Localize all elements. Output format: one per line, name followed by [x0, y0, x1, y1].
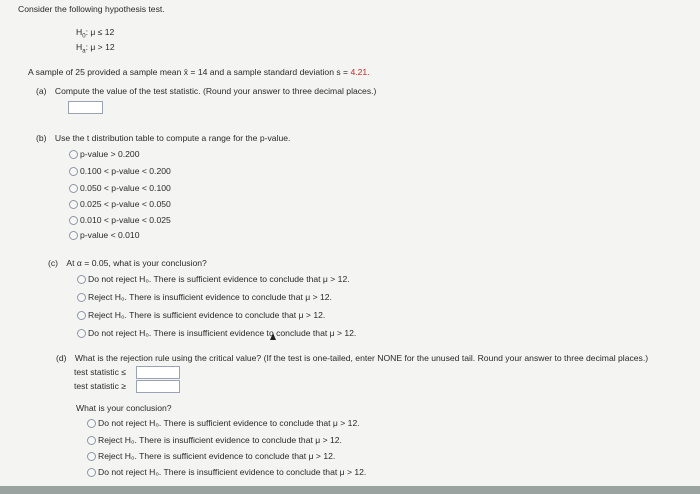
rejection-rule-lower-input[interactable] — [136, 366, 180, 379]
conclusion-c-option-label: Reject H₀. There is sufficient evidence to conclude that μ > 12. — [88, 310, 326, 320]
conclusion-d-option-radio[interactable] — [87, 419, 96, 428]
part-a-label: (a) — [36, 86, 47, 96]
p-value-option-label: p-value < 0.010 — [80, 230, 140, 240]
h0-subscript: 0 — [82, 33, 86, 40]
p-value-option-label: p-value > 0.200 — [80, 149, 140, 159]
rejection-rule-lower-label: test statistic ≤ — [74, 367, 126, 377]
conclusion-d-option-radio[interactable] — [87, 468, 96, 477]
p-value-option-radio[interactable] — [69, 216, 78, 225]
alternative-hypothesis — [76, 42, 115, 55]
conclusion-c-option-radio[interactable] — [77, 275, 86, 284]
ha-symbol: H — [76, 42, 83, 52]
p-value-option-radio[interactable] — [69, 167, 78, 176]
part-a-prompt — [36, 86, 376, 96]
question-header: Consider the following hypothesis test. — [18, 4, 165, 14]
h0-symbol: H — [76, 27, 83, 37]
part-d-prompt — [56, 353, 648, 363]
part-b-prompt — [36, 133, 290, 143]
conclusion-c-option-radio[interactable] — [77, 293, 86, 302]
sample-sd-value: 4.21. — [350, 67, 370, 77]
p-value-option-label: 0.100 < p-value < 0.200 — [80, 166, 171, 176]
null-hypothesis — [76, 27, 114, 40]
conclusion-d-option-label: Do not reject H₀. There is insufficient evidence to conclude that μ > 12. — [98, 467, 367, 477]
conclusion-c-option-label: Reject H₀. There is insufficient evidence to conclude that μ > 12. — [88, 292, 332, 302]
part-c-label: (c) — [48, 258, 59, 268]
sample-text: A sample of 25 provided a sample mean x̄ = 14 and a sample standard deviation s = — [28, 67, 351, 77]
h0-statement: : μ ≤ 12 — [85, 27, 115, 37]
p-value-option-label: 0.010 < p-value < 0.025 — [80, 215, 171, 225]
conclusion-d-option-label: Do not reject H₀. There is sufficient evidence to conclude that μ > 12. — [98, 418, 360, 428]
rejection-rule-upper-label: test statistic ≥ — [74, 381, 126, 391]
p-value-option-radio[interactable] — [69, 150, 78, 159]
part-c-text: At α = 0.05, what is your conclusion? — [66, 258, 207, 268]
part-d-label: (d) — [56, 353, 67, 363]
rejection-rule-upper-input[interactable] — [136, 380, 180, 393]
p-value-option-label: 0.025 < p-value < 0.050 — [80, 199, 171, 209]
conclusion-c-option-label: Do not reject H₀. There is insufficient evidence to conclude that μ > 12. — [88, 328, 357, 338]
part-d-conclusion-prompt: What is your conclusion? — [76, 403, 172, 413]
sample-description — [28, 67, 370, 77]
conclusion-d-option-radio[interactable] — [87, 452, 96, 461]
conclusion-d-option-label: Reject H₀. There is insufficient evidence to conclude that μ > 12. — [98, 435, 342, 445]
mouse-cursor-icon — [270, 333, 276, 340]
p-value-option-radio[interactable] — [69, 231, 78, 240]
bottom-edge-divider — [0, 486, 700, 494]
conclusion-c-option-radio[interactable] — [77, 329, 86, 338]
p-value-option-radio[interactable] — [69, 200, 78, 209]
test-statistic-input[interactable] — [68, 101, 103, 114]
part-a-text: Compute the value of the test statistic. (Round your answer to three decimal places.) — [54, 86, 377, 96]
part-c-prompt — [48, 258, 207, 268]
p-value-option-label: 0.050 < p-value < 0.100 — [80, 183, 171, 193]
part-d-text: What is the rejection rule using the critical value? (If the test is one-tailed, enter NONE for the unused tail. Round your answer to three decimal places.) — [74, 353, 649, 363]
conclusion-c-option-radio[interactable] — [77, 311, 86, 320]
part-b-label: (b) — [36, 133, 47, 143]
conclusion-c-option-label: Do not reject H₀. There is sufficient evidence to conclude that μ > 12. — [88, 274, 350, 284]
conclusion-d-option-label: Reject H₀. There is sufficient evidence to conclude that μ > 12. — [98, 451, 336, 461]
ha-statement: : μ > 12 — [85, 42, 115, 52]
part-b-text: Use the t distribution table to compute a range for the p-value. — [54, 133, 291, 143]
p-value-option-radio[interactable] — [69, 184, 78, 193]
ha-subscript: a — [82, 48, 86, 55]
conclusion-d-option-radio[interactable] — [87, 436, 96, 445]
